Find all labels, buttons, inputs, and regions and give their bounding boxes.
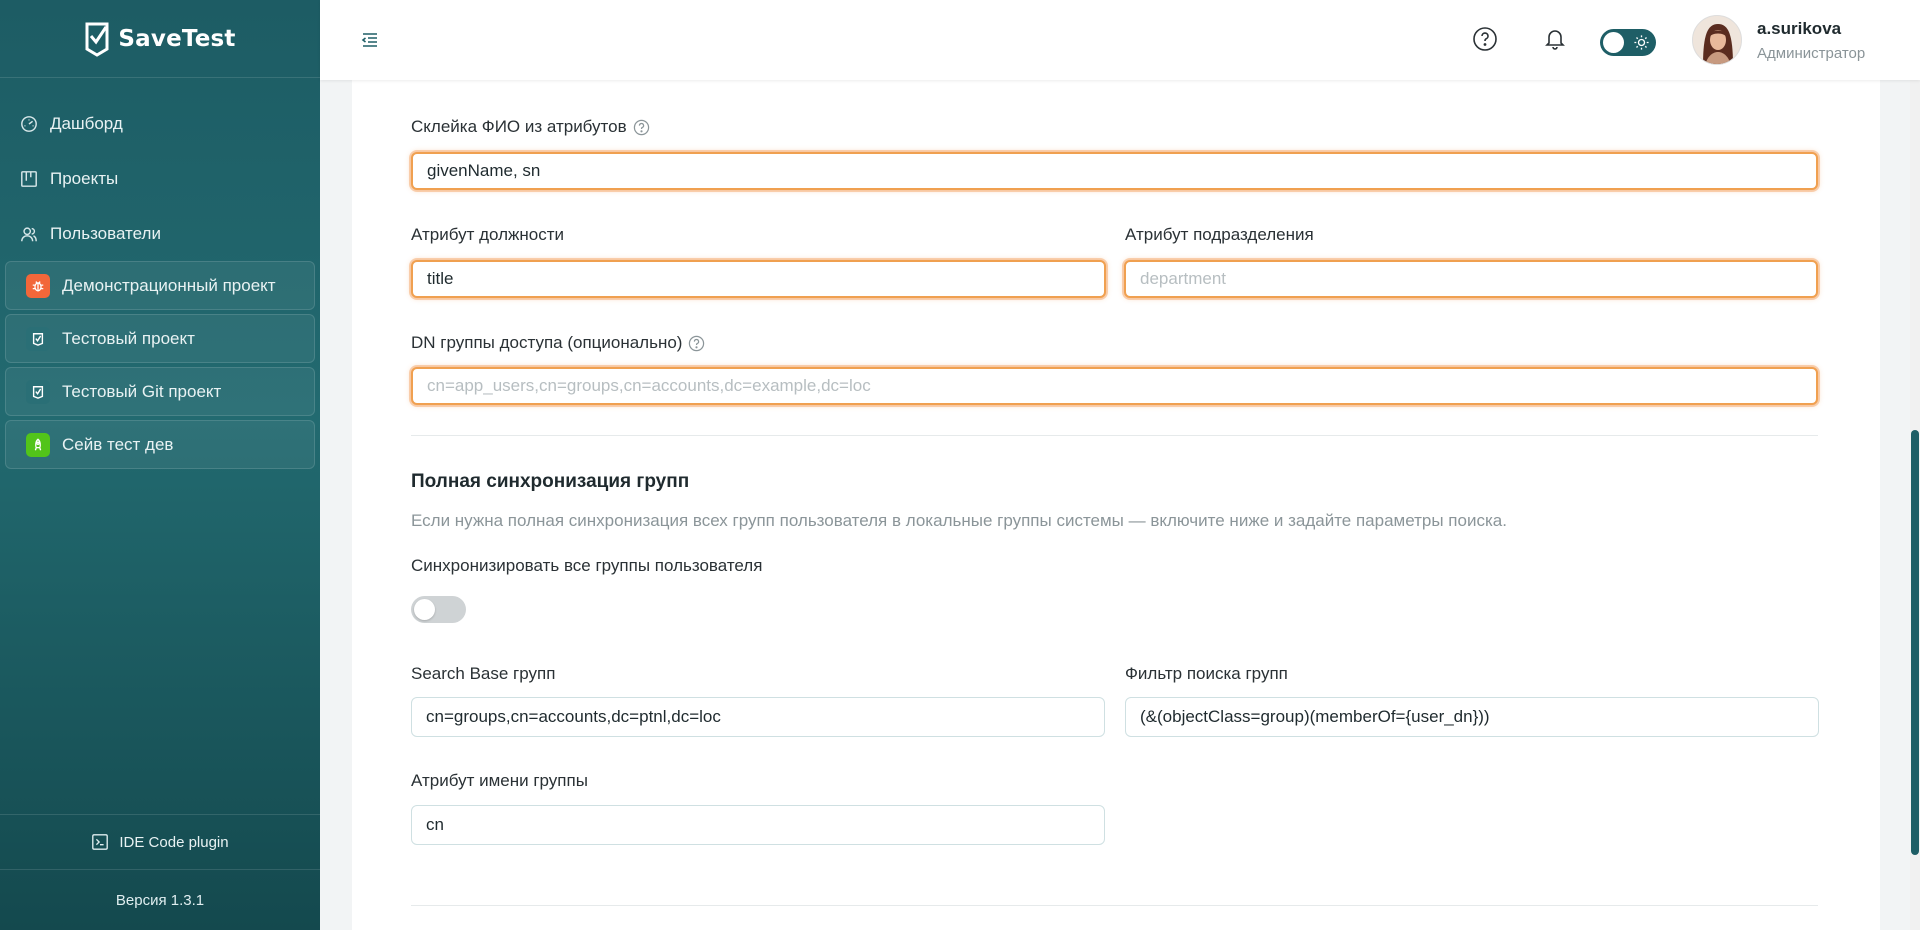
sync-section-description: Если нужна полная синхронизация всех групп пользователя в локальные группы системы — включите ниже и задайте параметры поиска. xyxy=(411,511,1507,530)
project-list xyxy=(0,261,320,469)
group-filter-field-label xyxy=(1125,664,1288,684)
project-item-dev[interactable] xyxy=(5,420,315,469)
group-filter-value: (&(objectClass=group)(memberOf={user_dn})) xyxy=(1140,707,1490,726)
search-base-field-label xyxy=(411,664,555,684)
sync-toggle-label xyxy=(411,556,762,576)
dn-placeholder: cn=app_users,cn=groups,cn=accounts,dc=example,dc=loc xyxy=(427,376,871,395)
position-attribute-input[interactable] xyxy=(411,260,1106,298)
bell-icon[interactable] xyxy=(1542,26,1568,52)
dn-field-label xyxy=(411,333,705,353)
project-item-demo[interactable] xyxy=(5,261,315,310)
dn-label-text: DN группы доступа (опционально) xyxy=(411,333,683,352)
project-item-test[interactable] xyxy=(5,314,315,363)
gauge-icon xyxy=(20,115,38,133)
help-circle-icon[interactable] xyxy=(688,335,705,352)
logo-text: SaveTest xyxy=(118,25,236,52)
group-filter-label-text: Фильтр поиска групп xyxy=(1125,664,1288,683)
project-label: Сейв тест дев xyxy=(62,434,174,454)
bug-icon xyxy=(26,274,50,298)
theme-toggle[interactable] xyxy=(1600,29,1656,56)
sidebar-item-users[interactable] xyxy=(0,206,320,261)
help-circle-icon[interactable] xyxy=(633,119,650,136)
app-version: Версия 1.3.1 xyxy=(115,891,205,909)
group-name-field-label xyxy=(411,771,588,791)
scrollbar-thumb[interactable] xyxy=(1911,430,1919,855)
sidebar-footer xyxy=(0,814,320,930)
department-label-text: Атрибут подразделения xyxy=(1125,225,1314,244)
ide-plugin-link[interactable] xyxy=(0,814,320,870)
logo[interactable] xyxy=(0,0,320,78)
sync-groups-toggle[interactable] xyxy=(411,596,466,623)
fio-label-text: Склейка ФИО из атрибутов xyxy=(411,117,627,136)
section-divider xyxy=(411,905,1818,906)
dn-group-input[interactable] xyxy=(411,367,1818,405)
department-attribute-input[interactable] xyxy=(1124,260,1818,298)
users-icon xyxy=(20,225,38,243)
project-label: Демонстрационный проект xyxy=(62,275,276,295)
project-item-git[interactable] xyxy=(5,367,315,416)
position-field-label xyxy=(411,225,564,245)
ide-plugin-label: IDE Code plugin xyxy=(119,833,229,851)
sync-section-title: Полная синхронизация групп xyxy=(411,471,690,492)
sidebar-item-projects[interactable] xyxy=(0,151,320,206)
fio-input-value: givenName, sn xyxy=(427,161,541,180)
sidebar-item-label: Пользователи xyxy=(50,223,161,243)
group-name-label-text: Атрибут имени группы xyxy=(411,771,588,790)
sidebar-nav xyxy=(0,78,320,261)
department-field-label xyxy=(1125,225,1314,245)
rocket-icon xyxy=(26,433,50,457)
position-label-text: Атрибут должности xyxy=(411,225,564,244)
sidebar-item-label: Дашборд xyxy=(50,113,123,133)
top-header xyxy=(320,0,1920,80)
toggle-knob xyxy=(1603,32,1624,53)
group-name-input[interactable] xyxy=(411,805,1105,845)
sidebar-item-label: Проекты xyxy=(50,168,119,188)
section-divider xyxy=(411,435,1818,436)
help-icon[interactable] xyxy=(1472,26,1498,52)
savetest-logo-icon xyxy=(84,21,110,57)
sidebar-item-dashboard[interactable] xyxy=(0,96,320,151)
user-avatar[interactable] xyxy=(1692,15,1742,65)
terminal-icon xyxy=(91,833,109,851)
search-base-input[interactable] xyxy=(411,697,1105,737)
kanban-icon xyxy=(20,170,38,188)
user-name: a.surikova xyxy=(1757,19,1842,38)
fio-attributes-input[interactable] xyxy=(411,152,1818,190)
user-role: Администратор xyxy=(1757,45,1866,62)
project-label: Тестовый Git проект xyxy=(62,381,222,401)
sun-icon xyxy=(1633,34,1650,51)
position-input-value: title xyxy=(427,269,454,288)
sidebar xyxy=(0,0,320,930)
collapse-menu-icon[interactable] xyxy=(360,30,380,50)
checklist-icon xyxy=(26,327,50,351)
department-placeholder: department xyxy=(1140,269,1226,288)
project-label: Тестовый проект xyxy=(62,328,195,348)
sync-toggle-label-text: Синхронизировать все группы пользователя xyxy=(411,556,763,575)
group-name-value: cn xyxy=(426,815,444,834)
search-base-value: cn=groups,cn=accounts,dc=ptnl,dc=loc xyxy=(426,707,721,726)
group-filter-input[interactable] xyxy=(1125,697,1819,737)
checklist-icon xyxy=(26,380,50,404)
fio-field-label xyxy=(411,117,650,137)
search-base-label-text: Search Base групп xyxy=(411,664,556,683)
toggle-knob xyxy=(414,599,435,620)
